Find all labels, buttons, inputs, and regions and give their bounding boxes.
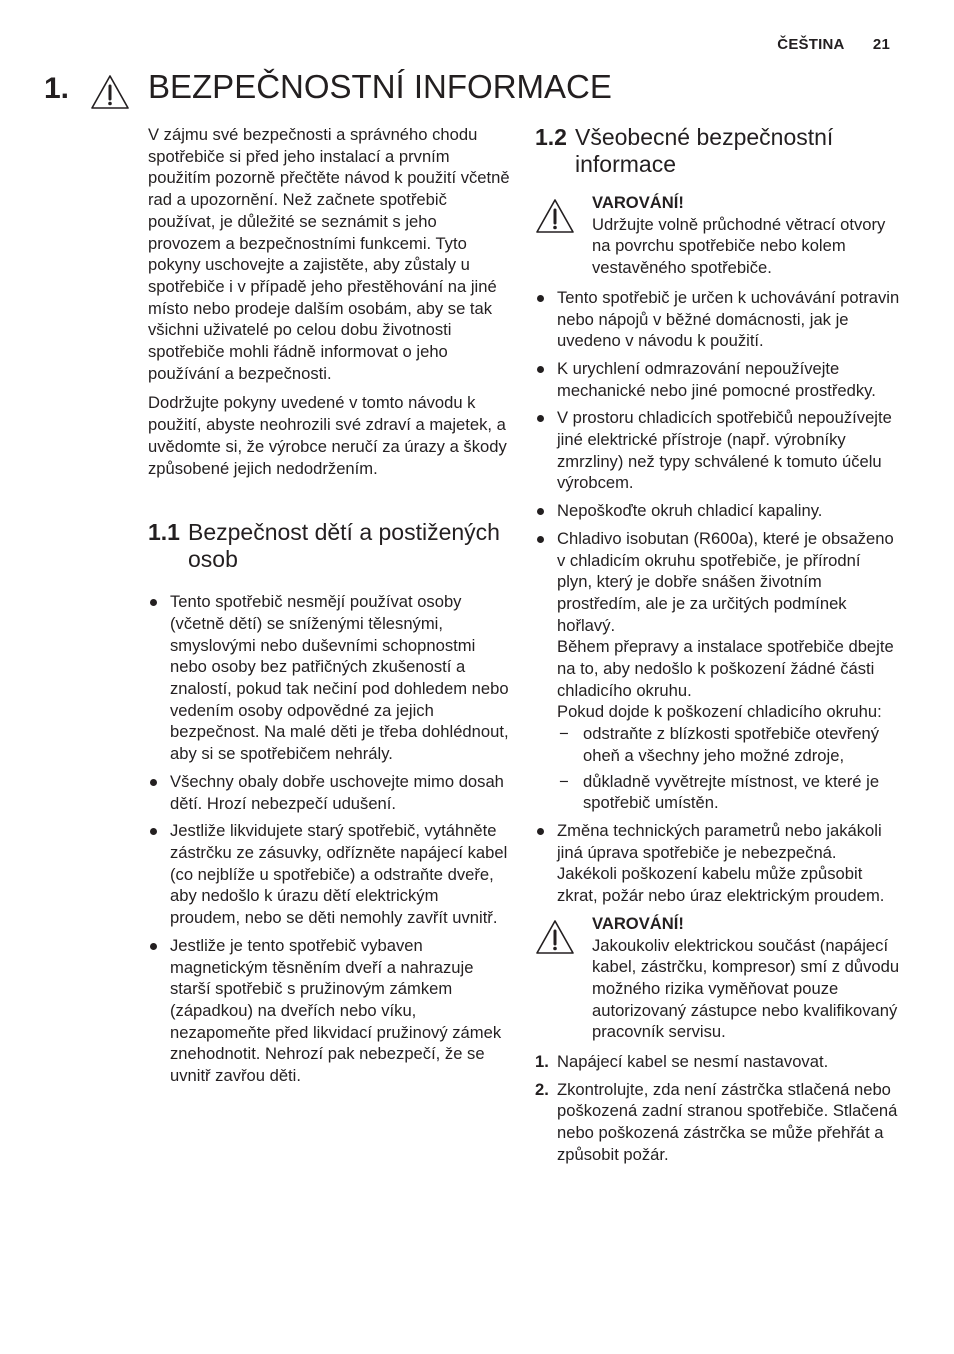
subsection-number: 1.1 <box>148 519 180 546</box>
item-number: 1. <box>535 1052 549 1072</box>
warning-triangle-icon <box>90 74 130 110</box>
list-item: Všechny obaly dobře uschovejte mimo dosah dětí. Hrozí nebezpečí udušení. <box>148 771 510 814</box>
bullet-list-general-safety <box>535 287 900 907</box>
refrigerant-paragraph: Pokud dojde k poškození chladicího okruhu: <box>557 702 882 722</box>
bullet-list-child-safety <box>148 591 510 1086</box>
item-text: Zkontrolujte, zda není zástrčka stlačená nebo poškozená zadní stranou spotřebiče. Stlačená nebo poškozená zástrčka se může přehřát a způsobit požár. <box>557 1079 898 1164</box>
subsection-heading-1-1 <box>148 519 510 573</box>
list-item: Tento spotřebič je určen k uchovávání potravin nebo nápojů v běžné domácnosti, jak je uvedeno v návodu k použití. <box>535 287 900 352</box>
page-header <box>777 36 890 53</box>
warning-triangle-icon <box>535 198 575 234</box>
list-item: Jestliže likvidujete starý spotřebič, vytáhněte zástrčku ze zásuvky, odřízněte napájecí kabel (co nejblíže u spotřebiče) a odstraňte dveře, aby nedošlo k úrazu dětí elektrickým proudem, nebo se děti nemohly zavřít uvnitř. <box>148 820 510 929</box>
refrigerant-paragraph: Během přepravy a instalace spotřebiče dbejte na to, aby nedošlo k poškození žádné části chladicího okruhu. <box>557 637 894 700</box>
warning-box <box>535 192 900 279</box>
list-item: Jestliže je tento spotřebič vybaven magnetickým těsněním dveří a nahrazuje starší spotřebič s pružinovým zámkem (západkou) na dveřích nebo víku, nezapomeňte před likvidací pružinový zámek znehodnotit. Nehrozí pak nebezpečí, že se uvnitř zavřou děti. <box>148 935 510 1087</box>
numbered-item <box>535 1051 900 1073</box>
warning-box <box>535 913 900 1043</box>
section-number: 1. <box>44 72 70 105</box>
dash-item: − odstraňte z blízkosti spotřebiče otevřený oheň a všechny jeho možné zdroje, <box>557 723 900 766</box>
subsection-title: Všeobecné bezpečnostní informace <box>575 124 834 177</box>
warning-title: VAROVÁNÍ! <box>592 193 684 212</box>
dash-item: − důkladně vyvětrejte místnost, ve které je spotřebič umístěn. <box>557 771 900 814</box>
page-number: 21 <box>872 36 890 53</box>
warning-text: Jakoukoliv elektrickou součást (napájecí kabel, zástrčku, kompresor) smí z důvodu možného rizika vyměňovat pouze autorizovaný zástupce nebo kvalifikovaný pracovník servisu. <box>592 935 900 1042</box>
subsection-heading-1-2 <box>535 124 900 178</box>
warning-triangle-icon <box>535 919 575 955</box>
item-text: Napájecí kabel se nesmí nastavovat. <box>557 1052 829 1072</box>
subsection-title: Bezpečnost dětí a postižených osob <box>188 519 500 573</box>
list-item: Nepoškoďte okruh chladicí kapaliny. <box>535 500 900 522</box>
warning-title: VAROVÁNÍ! <box>592 913 684 933</box>
list-item: Tento spotřebič nesmějí používat osoby (včetně dětí) se sníženými tělesnými, smyslovými nebo duševními schopnostmi nebo osoby bez patřičných zkušeností a znalostí, pokud tak nečiní pod dohledem nebo vedením osoby odpovědné za jejich bezpečnost. Na malé děti je třeba dohlédnout, aby si se spotřebičem nehrály. <box>148 591 510 765</box>
page-title: BEZPEČNOSTNÍ INFORMACE <box>148 68 612 105</box>
dash-list <box>557 723 900 814</box>
right-column <box>535 124 900 1172</box>
numbered-item <box>535 1079 900 1166</box>
item-number: 2. <box>535 1079 549 1099</box>
list-item: K urychlení odmrazování nepoužívejte mechanické nebo jiné pomocné prostředky. <box>535 358 900 401</box>
list-item-refrigerant <box>535 528 900 814</box>
numbered-list <box>535 1051 900 1166</box>
intro-paragraph: Dodržujte pokyny uvedené v tomto návodu k použití, abyste neohrozili své zdraví a majetek, a uvědomte si, že výrobce neručí za úrazy a škody způsobené jejich nedodržením. <box>148 393 507 478</box>
subsection-number: 1.2 <box>535 124 567 150</box>
language-label: ČEŠTINA <box>777 36 845 53</box>
intro-paragraph: V zájmu své bezpečnosti a správného chodu spotřebiče si před jeho instalací a prvním použitím pozorně přečtěte návod k použití včetně rad a upozornění. Než začnete spotřebič používat, je důležité se seznámit s jeho provozem a bezpečnostními funkcemi. Tyto pokyny uschovejte a zajistěte, aby zůstaly u spotřebiče i v případě jeho přestěhování na jiné místo nebo prodeje dalším osobám, aby se tak všichni uživatelé po celou dobu životnosti spotřebiče mohli řádně informovat o jeho používání a bezpečnosti. <box>148 125 510 383</box>
list-item: Změna technických parametrů nebo jakákoli jiná úprava spotřebiče je nebezpečná. Jakékoli poškození kabelu může způsobit zkrat, požár nebo úraz elektrickým proudem. <box>535 820 900 907</box>
refrigerant-paragraph: Chladivo isobutan (R600a), které je obsaženo v chladicím okruhu spotřebiče, je přírodní plyn, který je dobře snášen životním prostředím, ale je za určitých podmínek hořlavý. <box>557 528 894 635</box>
left-column <box>148 124 510 1093</box>
warning-text: Udržujte volně průchodné větrací otvory na povrchu spotřebiče nebo kolem vestavěného spotřebiče. <box>592 214 886 278</box>
list-item: V prostoru chladicích spotřebičů nepoužívejte jiné elektrické přístroje (např. výrobníky zmrzliny) než typy schválené k tomuto účelu výrobcem. <box>535 407 900 494</box>
